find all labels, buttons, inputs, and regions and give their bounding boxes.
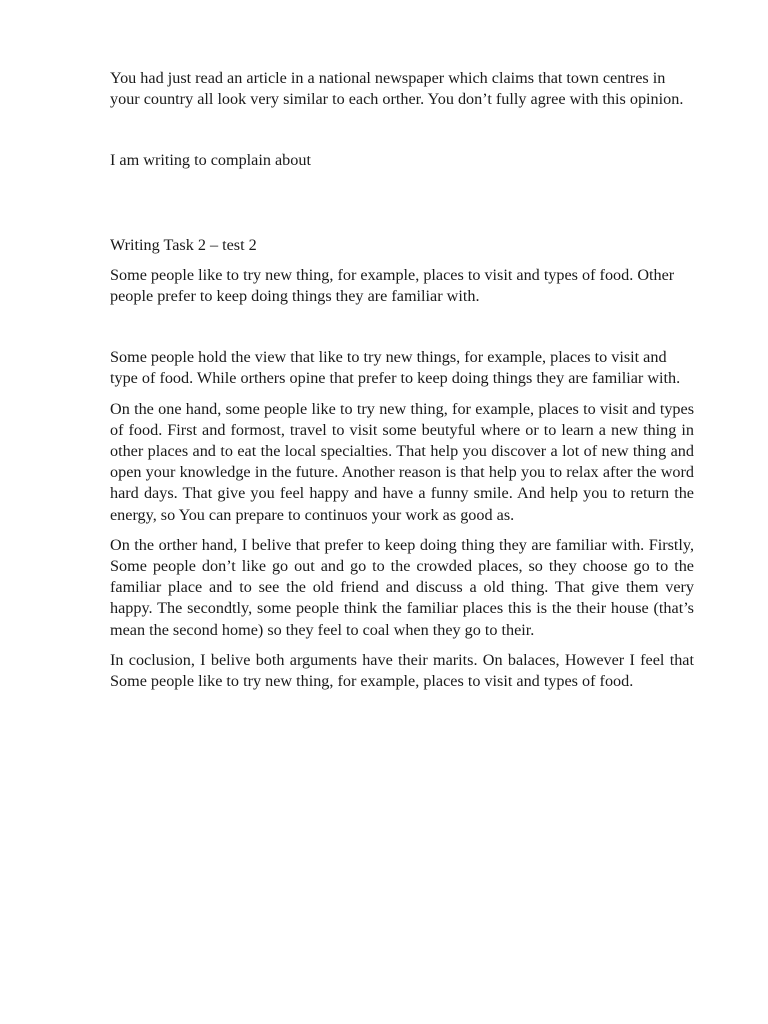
letter-opening-line: I am writing to complain about (110, 151, 311, 170)
essay-conclusion-paragraph: In coclusion, I belive both arguments have their marits. On balaces, However I feel that Some people like to try new thing, for example, places to visit and types of food. (110, 650, 694, 691)
task-question: Some people like to try new thing, for example, places to visit and types of food. Other people prefer to keep doing things they are familiar with. (110, 265, 675, 306)
essay-intro-paragraph: Some people hold the view that like to try new things, for example, places to visit and type of food. While orthers opine that prefer to keep doing things they are familiar with. (110, 348, 681, 388)
essay-body-paragraph-1: On the one hand, some people like to try new thing, for example, places to visit and types of food. First and formost, travel to visit some beutyful where or to learn a new thing in other places and to eat the local specialties. That help you discover a lot of new thing and open your knowledge in the future. Another reason is that help you to relax after the word hard days. That give you feel happy and have a funny smile. And help you to return the energy, so You can prepare to continuos your work as good as. (110, 399, 694, 524)
prompt-paragraph: You had just read an article in a national newspaper which claims that town centres in your country all look very similar to each orther. You don’t fully agree with this opinion. (110, 69, 684, 109)
task-title: Writing Task 2 – test 2 (110, 235, 257, 254)
document-page (110, 68, 694, 692)
essay-body-paragraph-2: On the orther hand, I belive that prefer to keep doing thing they are familiar with. Firstly, Some people don’t like go out and go to the crowded places, so they choose go to the familiar place and to see the old friend and discuss a old thing. That give them very happy. The secondtly, some people think the familiar places this is the their house (that’s mean the second home) so they feel to coal when they go to their. (110, 535, 694, 639)
